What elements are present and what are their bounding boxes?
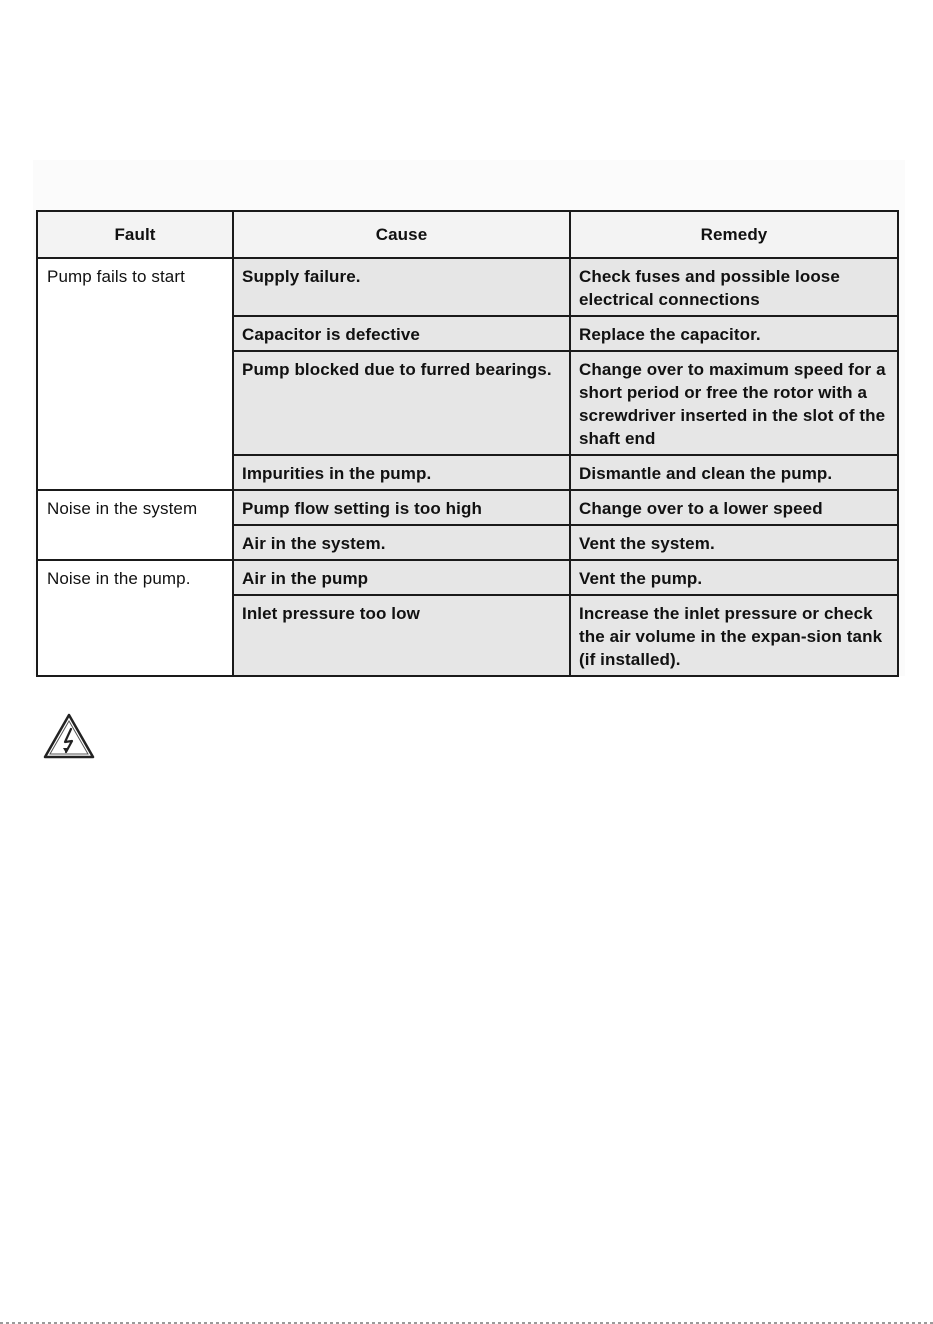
fault-cell: Pump fails to start: [37, 258, 233, 490]
cause-cell: Capacitor is defective: [233, 316, 570, 351]
cause-cell: Pump flow setting is too high: [233, 490, 570, 525]
fault-column-header: Fault: [37, 211, 233, 258]
fault-cell: Noise in the system: [37, 490, 233, 560]
fault-cell: Noise in the pump.: [37, 560, 233, 676]
electrical-hazard-warning-icon: [43, 712, 95, 760]
table-row: [37, 560, 898, 595]
remedy-cell: Change over to a lower speed: [570, 490, 898, 525]
fault-finding-table: [36, 210, 899, 677]
table-row: [37, 258, 898, 316]
remedy-cell: Dismantle and clean the pump.: [570, 455, 898, 490]
cause-column-header: Cause: [233, 211, 570, 258]
table-header-row: [37, 211, 898, 258]
table-row: [37, 490, 898, 525]
remedy-cell: Vent the system.: [570, 525, 898, 560]
remedy-cell: Replace the capacitor.: [570, 316, 898, 351]
remedy-cell: Increase the inlet pressure or check the air volume in the expan-sion tank (if installed).: [570, 595, 898, 676]
cause-cell: Air in the pump: [233, 560, 570, 595]
cause-cell: Inlet pressure too low: [233, 595, 570, 676]
remedy-cell: Vent the pump.: [570, 560, 898, 595]
remedy-cell: Change over to maximum speed for a short period or free the rotor with a screwdriver inserted in the slot of the shaft end: [570, 351, 898, 455]
cause-cell: Impurities in the pump.: [233, 455, 570, 490]
cause-cell: Air in the system.: [233, 525, 570, 560]
remedy-column-header: Remedy: [570, 211, 898, 258]
remedy-cell: Check fuses and possible loose electrical connections: [570, 258, 898, 316]
cause-cell: Pump blocked due to furred bearings.: [233, 351, 570, 455]
cause-cell: Supply failure.: [233, 258, 570, 316]
